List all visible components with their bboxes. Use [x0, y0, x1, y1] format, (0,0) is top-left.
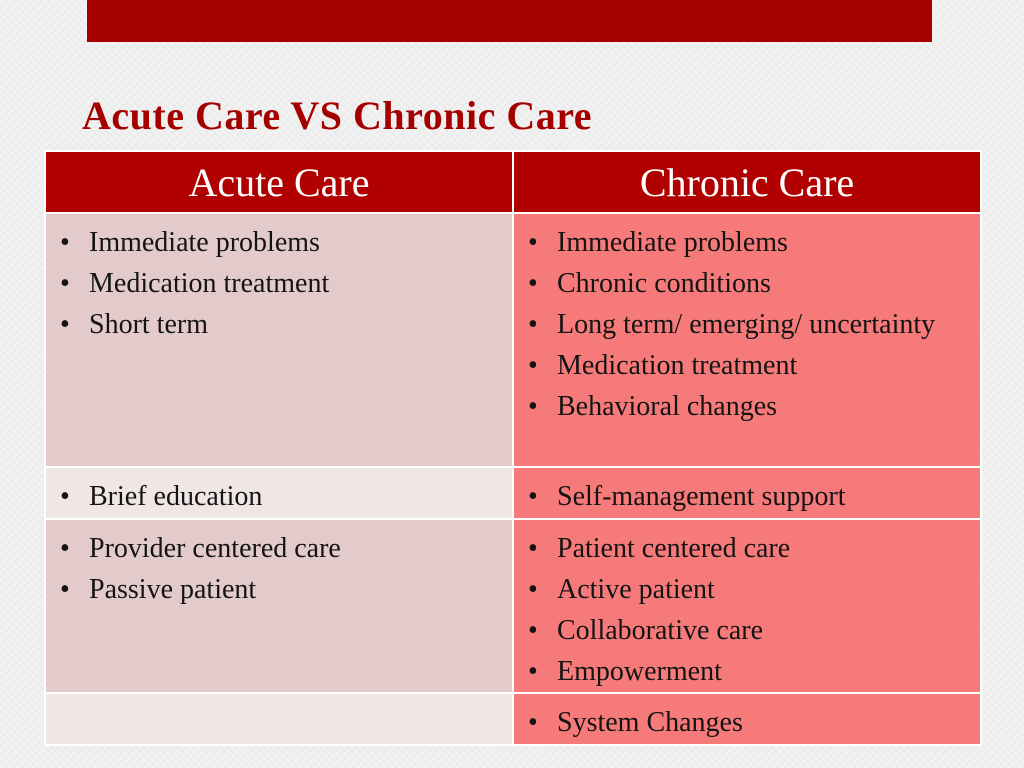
header-acute-care: Acute Care — [45, 151, 513, 213]
bullet-icon: • — [528, 309, 538, 340]
list-item — [524, 702, 970, 743]
bullet-icon: • — [528, 227, 538, 258]
chronic-cell — [513, 467, 981, 519]
list-item — [56, 304, 502, 345]
acute-cell — [45, 213, 513, 467]
bullet-list — [514, 520, 980, 692]
bullet-icon: • — [528, 268, 538, 299]
bullet-list — [514, 214, 980, 427]
list-item-text: Empowerment — [557, 656, 722, 687]
bullet-icon: • — [60, 268, 70, 299]
bullet-icon: • — [528, 350, 538, 381]
acute-cell — [45, 467, 513, 519]
top-accent-bar — [87, 0, 932, 42]
list-item — [56, 222, 502, 263]
chronic-cell — [513, 213, 981, 467]
bullet-icon: • — [60, 574, 70, 605]
list-item-text: Provider centered care — [89, 533, 341, 564]
list-item-text: Active patient — [557, 574, 715, 605]
list-item-text: Medication treatment — [89, 268, 330, 299]
list-item-text: Passive patient — [89, 574, 257, 605]
bullet-icon: • — [528, 533, 538, 564]
list-item — [524, 476, 970, 517]
list-item — [524, 222, 970, 263]
list-item — [524, 263, 970, 304]
bullet-icon: • — [528, 574, 538, 605]
list-item-text: Short term — [89, 309, 208, 340]
list-item — [56, 263, 502, 304]
list-item-text: Medication treatment — [557, 350, 798, 381]
bullet-list — [46, 694, 512, 702]
list-item — [524, 304, 970, 345]
list-item-text: Immediate problems — [557, 227, 788, 258]
list-item-text: Brief education — [89, 481, 263, 512]
bullet-icon: • — [528, 656, 538, 687]
bullet-list — [46, 520, 512, 610]
list-item — [524, 569, 970, 610]
slide-title: Acute Care VS Chronic Care — [82, 93, 592, 138]
list-item-text: Behavioral changes — [557, 391, 778, 422]
table-row — [45, 213, 981, 467]
list-item-text: Patient centered care — [557, 533, 791, 564]
list-item — [56, 476, 502, 517]
list-item-text: System Changes — [557, 707, 743, 738]
bullet-icon: • — [528, 707, 538, 738]
list-item-text: Collaborative care — [557, 615, 764, 646]
table-row — [45, 693, 981, 745]
acute-cell — [45, 693, 513, 745]
bullet-icon: • — [60, 481, 70, 512]
bullet-icon: • — [528, 481, 538, 512]
bullet-icon: • — [60, 227, 70, 258]
bullet-list — [514, 694, 980, 743]
bullet-icon: • — [60, 309, 70, 340]
table-row — [45, 519, 981, 693]
list-item — [524, 345, 970, 386]
list-item — [524, 651, 970, 692]
list-item — [524, 386, 970, 427]
list-item-text: Immediate problems — [89, 227, 320, 258]
list-item-text: Chronic conditions — [557, 268, 771, 299]
chronic-cell — [513, 693, 981, 745]
bullet-list — [514, 468, 980, 517]
table-row — [45, 467, 981, 519]
bullet-list — [46, 214, 512, 345]
list-item — [56, 528, 502, 569]
header-row — [45, 151, 981, 213]
list-item-text: Long term/ emerging/ uncertainty — [557, 309, 936, 340]
list-item — [524, 528, 970, 569]
list-item — [56, 569, 502, 610]
comparison-table — [44, 150, 982, 746]
chronic-cell — [513, 519, 981, 693]
list-item-text: Self-management support — [557, 481, 846, 512]
bullet-icon: • — [60, 533, 70, 564]
header-chronic-care: Chronic Care — [513, 151, 981, 213]
list-item — [524, 610, 970, 651]
bullet-icon: • — [528, 391, 538, 422]
acute-cell — [45, 519, 513, 693]
bullet-list — [46, 468, 512, 517]
bullet-icon: • — [528, 615, 538, 646]
